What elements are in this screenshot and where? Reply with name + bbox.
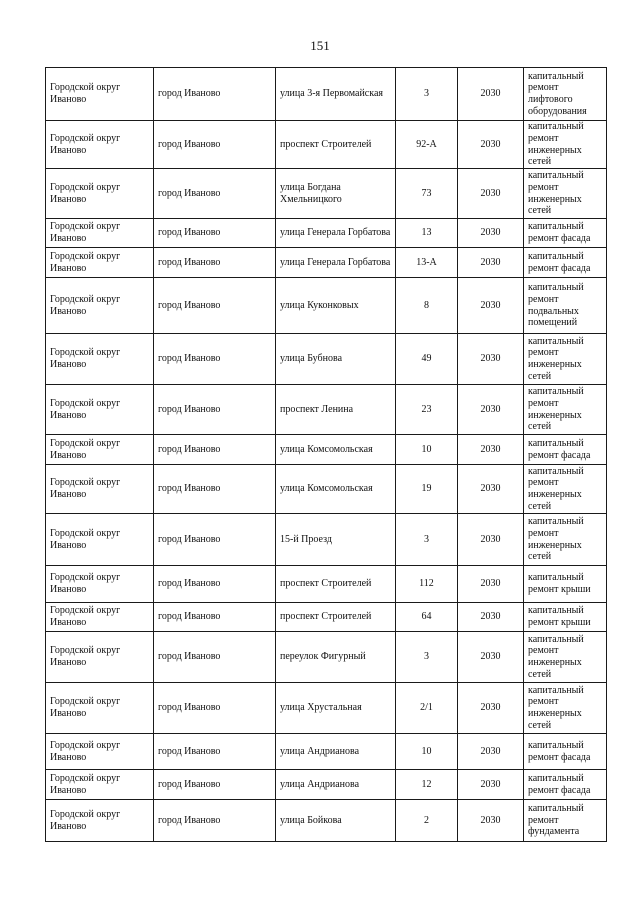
work-type-cell: капитальный ремонт фасада: [524, 770, 607, 800]
house-number-cell: 12: [396, 770, 458, 800]
district-cell: Городской округ Иваново: [46, 219, 154, 248]
house-number-cell: 73: [396, 169, 458, 219]
year-cell: 2030: [458, 435, 524, 465]
house-number-cell: 19: [396, 465, 458, 514]
house-number-cell: 13-А: [396, 248, 458, 278]
district-cell: Городской округ Иваново: [46, 603, 154, 632]
street-cell: улица Андрианова: [276, 734, 396, 770]
district-cell: Городской округ Иваново: [46, 566, 154, 603]
city-cell: город Иваново: [154, 800, 276, 842]
work-type-cell: капитальный ремонт инженерных сетей: [524, 514, 607, 566]
city-cell: город Иваново: [154, 514, 276, 566]
work-type-cell: капитальный ремонт инженерных сетей: [524, 632, 607, 683]
house-number-cell: 112: [396, 566, 458, 603]
table-row: [46, 800, 607, 842]
district-cell: Городской округ Иваново: [46, 514, 154, 566]
house-number-cell: 3: [396, 632, 458, 683]
district-cell: Городской округ Иваново: [46, 68, 154, 121]
district-cell: Городской округ Иваново: [46, 248, 154, 278]
street-cell: улица Хрустальная: [276, 683, 396, 734]
street-cell: проспект Строителей: [276, 566, 396, 603]
city-cell: город Иваново: [154, 734, 276, 770]
work-type-cell: капитальный ремонт лифтового оборудования: [524, 68, 607, 121]
year-cell: 2030: [458, 334, 524, 385]
city-cell: город Иваново: [154, 169, 276, 219]
table-row: [46, 770, 607, 800]
house-number-cell: 3: [396, 514, 458, 566]
city-cell: город Иваново: [154, 248, 276, 278]
year-cell: 2030: [458, 770, 524, 800]
year-cell: 2030: [458, 169, 524, 219]
city-cell: город Иваново: [154, 683, 276, 734]
year-cell: 2030: [458, 219, 524, 248]
city-cell: город Иваново: [154, 770, 276, 800]
work-type-cell: капитальный ремонт фундамента: [524, 800, 607, 842]
page-number: 151: [310, 38, 330, 53]
house-number-cell: 13: [396, 219, 458, 248]
year-cell: 2030: [458, 465, 524, 514]
year-cell: 2030: [458, 248, 524, 278]
district-cell: Городской округ Иваново: [46, 169, 154, 219]
city-cell: город Иваново: [154, 68, 276, 121]
table-row: [46, 68, 607, 121]
table-row: [46, 603, 607, 632]
work-type-cell: капитальный ремонт подвальных помещений: [524, 278, 607, 334]
district-cell: Городской округ Иваново: [46, 800, 154, 842]
house-number-cell: 92-А: [396, 121, 458, 169]
table-row: [46, 435, 607, 465]
year-cell: 2030: [458, 514, 524, 566]
street-cell: улица Богдана Хмельницкого: [276, 169, 396, 219]
city-cell: город Иваново: [154, 435, 276, 465]
district-cell: Городской округ Иваново: [46, 465, 154, 514]
city-cell: город Иваново: [154, 385, 276, 435]
street-cell: улица Бойкова: [276, 800, 396, 842]
street-cell: проспект Строителей: [276, 121, 396, 169]
year-cell: 2030: [458, 566, 524, 603]
table-row: [46, 248, 607, 278]
table-row: [46, 683, 607, 734]
work-type-cell: капитальный ремонт крыши: [524, 603, 607, 632]
table-row: [46, 121, 607, 169]
district-cell: Городской округ Иваново: [46, 435, 154, 465]
table-row: [46, 334, 607, 385]
work-type-cell: капитальный ремонт фасада: [524, 219, 607, 248]
year-cell: 2030: [458, 68, 524, 121]
house-number-cell: 64: [396, 603, 458, 632]
table-row: [46, 734, 607, 770]
house-number-cell: 23: [396, 385, 458, 435]
district-cell: Городской округ Иваново: [46, 683, 154, 734]
work-type-cell: капитальный ремонт крыши: [524, 566, 607, 603]
table-row: [46, 385, 607, 435]
district-cell: Городской округ Иваново: [46, 385, 154, 435]
house-number-cell: 8: [396, 278, 458, 334]
street-cell: улица Бубнова: [276, 334, 396, 385]
district-cell: Городской округ Иваново: [46, 121, 154, 169]
house-number-cell: 49: [396, 334, 458, 385]
city-cell: город Иваново: [154, 603, 276, 632]
table-row: [46, 169, 607, 219]
table-row: [46, 219, 607, 248]
work-type-cell: капитальный ремонт фасада: [524, 734, 607, 770]
work-type-cell: капитальный ремонт инженерных сетей: [524, 169, 607, 219]
city-cell: город Иваново: [154, 465, 276, 514]
street-cell: улица Андрианова: [276, 770, 396, 800]
city-cell: город Иваново: [154, 334, 276, 385]
district-cell: Городской округ Иваново: [46, 632, 154, 683]
street-cell: улица Куконковых: [276, 278, 396, 334]
work-type-cell: капитальный ремонт фасада: [524, 248, 607, 278]
year-cell: 2030: [458, 800, 524, 842]
table-row: [46, 278, 607, 334]
year-cell: 2030: [458, 385, 524, 435]
year-cell: 2030: [458, 683, 524, 734]
table-row: [46, 514, 607, 566]
street-cell: переулок Фигурный: [276, 632, 396, 683]
district-cell: Городской округ Иваново: [46, 334, 154, 385]
table-row: [46, 632, 607, 683]
year-cell: 2030: [458, 121, 524, 169]
city-cell: город Иваново: [154, 121, 276, 169]
year-cell: 2030: [458, 278, 524, 334]
year-cell: 2030: [458, 603, 524, 632]
city-cell: город Иваново: [154, 278, 276, 334]
house-number-cell: 10: [396, 435, 458, 465]
house-number-cell: 10: [396, 734, 458, 770]
work-type-cell: капитальный ремонт фасада: [524, 435, 607, 465]
city-cell: город Иваново: [154, 566, 276, 603]
district-cell: Городской округ Иваново: [46, 278, 154, 334]
work-type-cell: капитальный ремонт инженерных сетей: [524, 385, 607, 435]
work-type-cell: капитальный ремонт инженерных сетей: [524, 465, 607, 514]
street-cell: проспект Ленина: [276, 385, 396, 435]
street-cell: улица Комсомольская: [276, 435, 396, 465]
capital-repair-table: [45, 67, 607, 842]
city-cell: город Иваново: [154, 632, 276, 683]
work-type-cell: капитальный ремонт инженерных сетей: [524, 683, 607, 734]
house-number-cell: 2/1: [396, 683, 458, 734]
city-cell: город Иваново: [154, 219, 276, 248]
year-cell: 2030: [458, 734, 524, 770]
street-cell: улица 3-я Первомайская: [276, 68, 396, 121]
street-cell: проспект Строителей: [276, 603, 396, 632]
table-row: [46, 465, 607, 514]
district-cell: Городской округ Иваново: [46, 734, 154, 770]
street-cell: улица Генерала Горбатова: [276, 219, 396, 248]
house-number-cell: 2: [396, 800, 458, 842]
district-cell: Городской округ Иваново: [46, 770, 154, 800]
year-cell: 2030: [458, 632, 524, 683]
street-cell: улица Комсомольская: [276, 465, 396, 514]
work-type-cell: капитальный ремонт инженерных сетей: [524, 121, 607, 169]
work-type-cell: капитальный ремонт инженерных сетей: [524, 334, 607, 385]
house-number-cell: 3: [396, 68, 458, 121]
street-cell: 15-й Проезд: [276, 514, 396, 566]
table-row: [46, 566, 607, 603]
street-cell: улица Генерала Горбатова: [276, 248, 396, 278]
